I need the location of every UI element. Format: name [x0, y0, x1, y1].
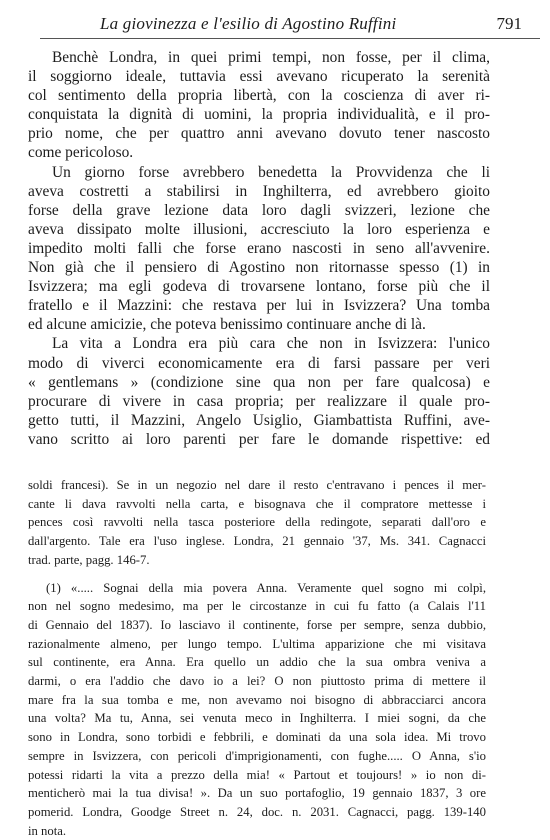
- running-head: [28, 12, 528, 36]
- text-line: Non già che il pensiero di Agostino non ritornasse spesso (1) in: [28, 259, 490, 277]
- text-line: modo di viverci economicamente era di farsi passare per veri: [28, 354, 490, 372]
- footnote-line: pomerid. Londra, Goodge Street n. 24, doc. n. 2031. Cagnacci, pagg. 139-140: [28, 804, 486, 819]
- footnote-line: non nel sogno medesimo, ma per le circostanze in cui fu fatto (a Calais l'11: [28, 599, 486, 614]
- footnote-line: mare fra la sua tomba e me, non avevamo noi bisogno di abbracciarci ancora: [28, 692, 486, 707]
- footnote-line: di Gennaio del 1837). Io lasciavo il continente, forse per sempre, senza dubbio,: [28, 617, 486, 632]
- footnote-line: menticherò mai la tua divisa! ». Da un suo portafoglio, 19 gennaio 1837, 3 ore: [28, 786, 486, 801]
- running-title: La giovinezza e l'esilio di Agostino Ruffini: [100, 14, 397, 33]
- text-line: fratello e il Mazzini: che restava per lui in Isvizzera? Una tomba: [28, 297, 490, 315]
- text-line: ed alcune amicizie, che poteva benissimo continuare anche di là.: [28, 316, 426, 334]
- footnotes: [28, 476, 486, 840]
- footnote-line: sul continente, era Anna. Era quello un addio che la sua ombra veniva a: [28, 655, 486, 670]
- text-line: getto tutti, il Mazzini, Angelo Usiglio, Giambattista Ruffini, ave-: [28, 411, 490, 429]
- text-line: il soggiorno ideale, tuttavia essi avevano ricuperato la serenità: [28, 68, 490, 86]
- text-line: Un giorno forse avrebbero benedetta la Provvidenza che li: [52, 163, 490, 181]
- text-line: Benchè Londra, in quei primi tempi, non fosse, per il clima,: [52, 49, 490, 66]
- text-line: aveva dissipato molte illusioni, accresciuto la loro esperienza e: [28, 220, 490, 238]
- footnote-line: soldi francesi). Se in un negozio nel dare il resto c'entravano i pences il mer-: [28, 478, 486, 492]
- text-line: col sentimento della propria libertà, con la coscienza di aver ri-: [28, 87, 490, 105]
- text-line: prio nome, che per quattro anni avevano dovuto tener nascosto: [28, 125, 490, 143]
- main-text: [28, 48, 490, 449]
- footnote-line: una volta? Ma tu, Anna, sei venuta meco in Inghilterra. I miei sogni, da che: [28, 711, 486, 726]
- text-line: vano scritto ai loro parenti per fare le domande rispettive: ed: [28, 430, 490, 448]
- footnote-line: razionalmente almeno, per lungo tempo. L'ultima apparizione che mi visitava: [28, 636, 486, 651]
- footnote-line: cante li dava ravvolti nella carta, e bisognava che il compratore mettesse i: [28, 496, 486, 511]
- footnote-line: dall'argento. Tale era l'uso inglese. Londra, 21 gennaio '37, Ms. 341. Cagnacci: [28, 534, 486, 549]
- footnote-line: (1) «..... Sognai della mia povera Anna. Veramente quel sogno mi colpì,: [46, 580, 486, 595]
- footnote-line: sempre in Isvizzera, con pericoli d'imprigionamenti, con fughe..... O Anna, s'io: [28, 748, 486, 763]
- footnote-line: darmi, o era l'addio che davo io a lei? O non piuttosto prima di mettere il: [28, 674, 486, 689]
- text-line: forse della grave lezione data loro dagli svizzeri, lezione che: [28, 201, 490, 219]
- text-line: La vita a Londra era più cara che non in Isvizzera: l'unico: [52, 335, 490, 353]
- text-line: Isvizzera; ma egli godeva di trovarsene lontano, forse più che il: [28, 278, 490, 296]
- text-line: conquistata la dignità di uomini, la propria individualità, e il pro-: [28, 106, 490, 124]
- footnote-line: trad. parte, pagg. 146-7.: [28, 552, 150, 567]
- header-rule: [40, 38, 540, 39]
- footnote-line: sono in Londra, sono torbidi e febbrili, e dominati da una sola idea. Mi trovo: [28, 730, 486, 745]
- text-line: procurare di vivere in casa propria; per realizzare il quale pro-: [28, 392, 490, 410]
- page-number: 791: [496, 14, 522, 33]
- text-line: come pericoloso.: [28, 144, 134, 162]
- text-line: aveva costretti a stabilirsi in Inghilterra, ed avrebbero gioito: [28, 182, 490, 200]
- footnote-line: potessi ridarti la vita a prezzo della mia! « Partout et toujours! » io non di-: [28, 767, 486, 782]
- text-line: impedito molti falli che forse erano nascosti in seno all'avvenire.: [28, 239, 490, 257]
- text-line: « gentlemans » (condizione sine qua non per fare qualcosa) e: [28, 373, 490, 391]
- footnote-line: pences così ravvolti nella tasca posteriore della redingote, separati dall'oro e: [28, 515, 486, 530]
- footnote-gap: [28, 570, 486, 579]
- footnote-line: in nota.: [28, 823, 67, 838]
